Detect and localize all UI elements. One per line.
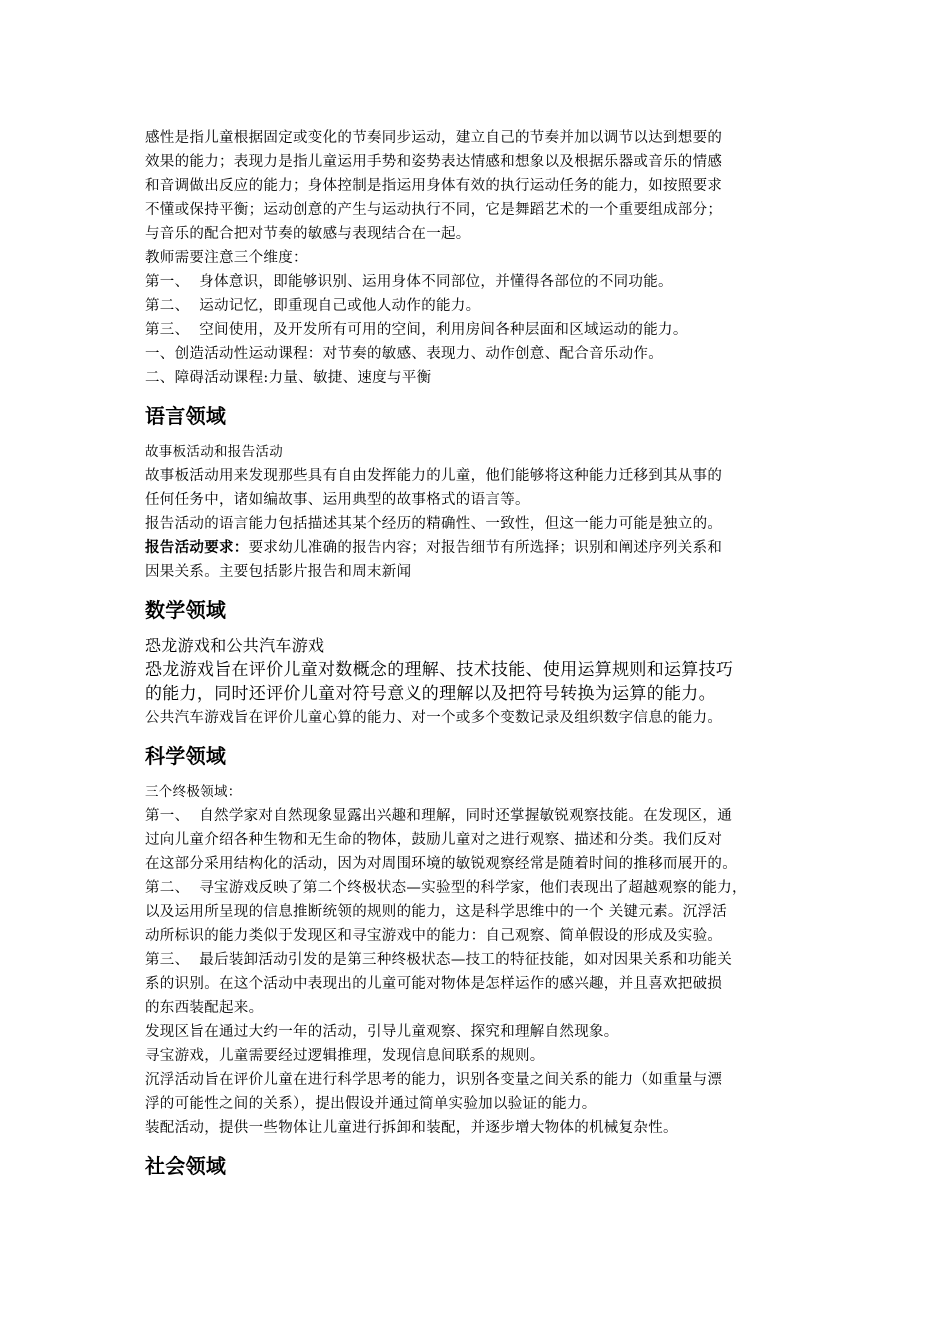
language-heading: 语言领域 — [145, 404, 227, 428]
science-heading: 科学领域 — [145, 744, 227, 768]
paragraph-line: 教师需要注意三个维度： — [145, 250, 308, 266]
paragraph-line: 公共汽车游戏旨在评价儿童心算的能力、对一个或多个变数记录及组织数字信息的能力。 — [145, 710, 723, 726]
paragraph-line: 在这部分采用结构化的活动，因为对周围环境的敏锐观察经常是随着时间的推移而展开的。 — [145, 856, 737, 872]
paragraph-line: 故事板活动和报告活动 — [145, 444, 283, 460]
requirement-text: 要求幼儿准确的报告内容；对报告细节有所选择；识别和阐述序列关系和 — [248, 540, 723, 556]
paragraph-line: 第一、 身体意识，即能够识别、运用身体不同部位，并懂得各部位的不同功能。 — [145, 274, 673, 290]
paragraph-line: 三个终极领域： — [145, 784, 242, 800]
paragraph-line: 任何任务中，诸如编故事、运用典型的故事格式的语言等。 — [145, 492, 530, 508]
paragraph-line: 动所标识的能力类似于发现区和寻宝游戏中的能力：自己观察、简单假设的形成及实验。 — [145, 928, 723, 944]
science-section — [145, 780, 825, 1140]
document-page — [145, 126, 825, 1190]
paragraph-line: 感性是指儿童根据固定或变化的节奏同步运动，建立自己的节奏并加以调节以达到想要的 — [145, 130, 723, 146]
math-subtitle: 恐龙游戏和公共汽车游戏 — [145, 636, 325, 655]
paragraph-line: 和音调做出反应的能力；身体控制是指运用身体有效的执行运动任务的能力，如按照要求 — [145, 178, 723, 194]
paragraph-line: 不懂或保持平衡；运动创意的产生与运动执行不同，它是舞蹈艺术的一个重要组成部分； — [145, 202, 723, 218]
paragraph-line: 恐龙游戏旨在评价儿童对数概念的理解、技术技能、使用运算规则和运算技巧 — [145, 660, 734, 680]
paragraph-line: 第二、 运动记忆，即重现自己或他人动作的能力。 — [145, 298, 481, 314]
paragraph-line: 效果的能力；表现力是指儿童运用手势和姿势表达情感和想象以及根据乐器或音乐的情感 — [145, 154, 723, 170]
paragraph-line: 第三、 空间使用，及开发所有可用的空间，利用房间各种层面和区域运动的能力。 — [145, 322, 688, 338]
paragraph-line: 的能力，同时还评价儿童对符号意义的理解以及把符号转换为运算的能力。 — [145, 684, 716, 704]
paragraph-line: 报告活动的语言能力包括描述其某个经历的精确性、一致性，但这一能力可能是独立的。 — [145, 516, 723, 532]
paragraph-line: 因果关系。主要包括影片报告和周末新闻 — [145, 564, 412, 580]
paragraph-line: 一、创造活动性运动课程：对节奏的敏感、表现力、动作创意、配合音乐动作。 — [145, 346, 663, 362]
math-section — [145, 634, 825, 730]
requirement-label: 报告活动要求： — [145, 540, 249, 556]
paragraph-line: 第一、 自然学家对自然现象显露出兴趣和理解，同时还掌握敏锐观察技能。在发现区，通 — [145, 808, 733, 824]
paragraph-line: 的东西装配起来。 — [145, 1000, 264, 1016]
paragraph-line: 二、障碍活动课程:力量、敏捷、速度与平衡 — [145, 370, 432, 386]
paragraph-line: 第三、 最后装卸活动引发的是第三种终极状态—技工的特征技能，如对因果关系和功能关 — [145, 952, 733, 968]
requirement-line — [145, 536, 825, 560]
paragraph-line: 沉浮活动旨在评价儿童在进行科学思考的能力，识别各变量之间关系的能力（如重量与漂 — [145, 1072, 723, 1088]
math-heading: 数学领域 — [145, 598, 227, 622]
paragraph-line: 故事板活动用来发现那些具有自由发挥能力的儿童，他们能够将这种能力迁移到其从事的 — [145, 468, 723, 484]
social-heading: 社会领域 — [145, 1154, 227, 1178]
intro-section — [145, 126, 825, 390]
paragraph-line: 以及运用所呈现的信息推断统领的规则的能力，这是科学思维中的一个 关键元素。沉浮活 — [145, 904, 728, 920]
paragraph-line: 发现区旨在通过大约一年的活动，引导儿童观察、探究和理解自然现象。 — [145, 1024, 619, 1040]
paragraph-line: 第二、 寻宝游戏反映了第二个终极状态—实验型的科学家，他们表现出了超越观察的能力， — [145, 880, 747, 896]
paragraph-line: 浮的可能性之间的关系），提出假设并通过简单实验加以验证的能力。 — [145, 1096, 597, 1112]
paragraph-line: 系的识别。在这个活动中表现出的儿童可能对物体是怎样运作的感兴趣，并且喜欢把破损 — [145, 976, 723, 992]
paragraph-line: 过向儿童介绍各种生物和无生命的物体，鼓励儿童对之进行观察、描述和分类。我们反对 — [145, 832, 723, 848]
language-section — [145, 440, 825, 584]
paragraph-line: 寻宝游戏，儿童需要经过逻辑推理，发现信息间联系的规则。 — [145, 1048, 545, 1064]
paragraph-line: 装配活动，提供一些物体让儿童进行拆卸和装配，并逐步增大物体的机械复杂性。 — [145, 1120, 678, 1136]
paragraph-line: 与音乐的配合把对节奏的敏感与表现结合在一起。 — [145, 226, 471, 242]
